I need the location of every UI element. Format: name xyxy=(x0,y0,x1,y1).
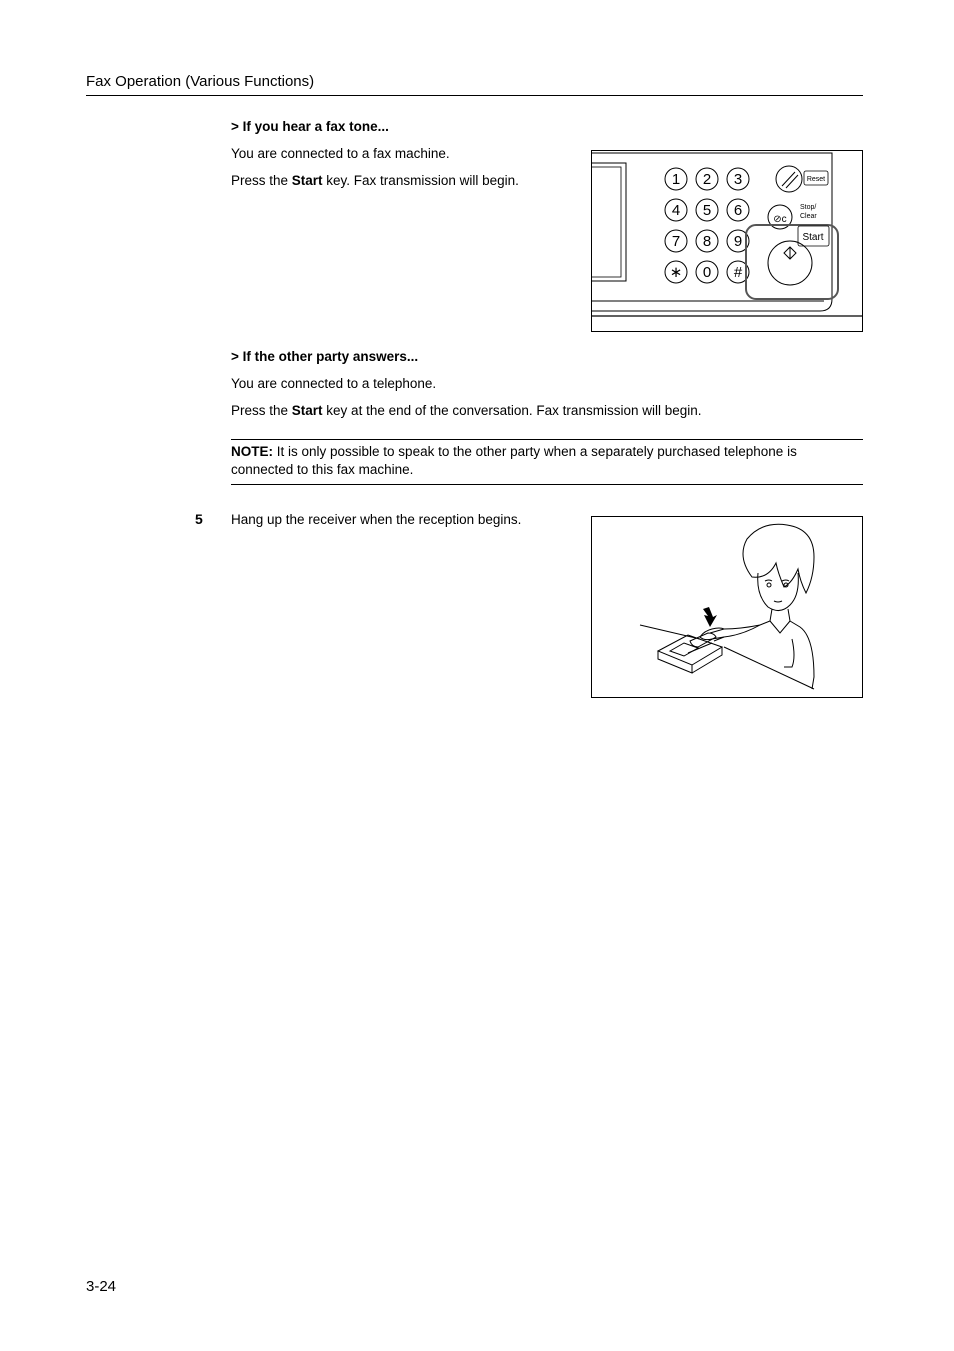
key-5: 5 xyxy=(702,202,712,219)
header-divider xyxy=(86,95,863,96)
clear-label: Clear xyxy=(800,213,817,220)
key-asterisk: ∗ xyxy=(669,264,683,281)
stop-clear-icon: ⊘c xyxy=(773,214,787,225)
start-label: Start xyxy=(802,232,824,243)
subheading-fax-tone: > If you hear a fax tone... xyxy=(231,119,389,134)
note-bottom-rule xyxy=(231,484,863,485)
fax-tone-line2: Press the Start key. Fax transmission will begin. xyxy=(231,173,519,188)
note-text: It is only possible to speak to the other party when a separately purchased telephone is connected to this fax machine. xyxy=(231,444,797,477)
start-key-label: Start xyxy=(291,403,323,418)
step-number: 5 xyxy=(195,511,203,527)
key-8: 8 xyxy=(702,233,712,250)
note-top-rule xyxy=(231,439,863,440)
page-number: 3-24 xyxy=(86,1278,117,1295)
note-label: NOTE: xyxy=(231,444,273,459)
start-icon xyxy=(784,247,796,259)
page-header-title: Fax Operation (Various Functions) xyxy=(86,73,315,90)
down-arrow-icon xyxy=(703,607,717,627)
key-3: 3 xyxy=(733,171,743,188)
reset-label: Reset xyxy=(806,176,826,183)
stop-label: Stop/ xyxy=(800,204,817,211)
key-6: 6 xyxy=(733,202,743,219)
other-party-line2: Press the Start key at the end of the conversation. Fax transmission will begin. xyxy=(231,403,702,418)
key-0: 0 xyxy=(702,264,712,281)
key-1: 1 xyxy=(671,171,681,188)
start-key-label: Start xyxy=(291,173,323,188)
step-text: Hang up the receiver when the reception begins. xyxy=(231,512,522,527)
hang-up-receiver-figure xyxy=(591,516,863,698)
key-4: 4 xyxy=(671,202,681,219)
key-hash: # xyxy=(733,264,743,281)
key-2: 2 xyxy=(702,171,712,188)
fax-tone-line1: You are connected to a fax machine. xyxy=(231,146,450,161)
operation-panel-figure xyxy=(591,150,863,332)
key-7: 7 xyxy=(671,233,681,250)
note-box xyxy=(231,443,851,479)
key-9: 9 xyxy=(733,233,743,250)
subheading-other-party: > If the other party answers... xyxy=(231,349,419,364)
other-party-line1: You are connected to a telephone. xyxy=(231,376,437,391)
